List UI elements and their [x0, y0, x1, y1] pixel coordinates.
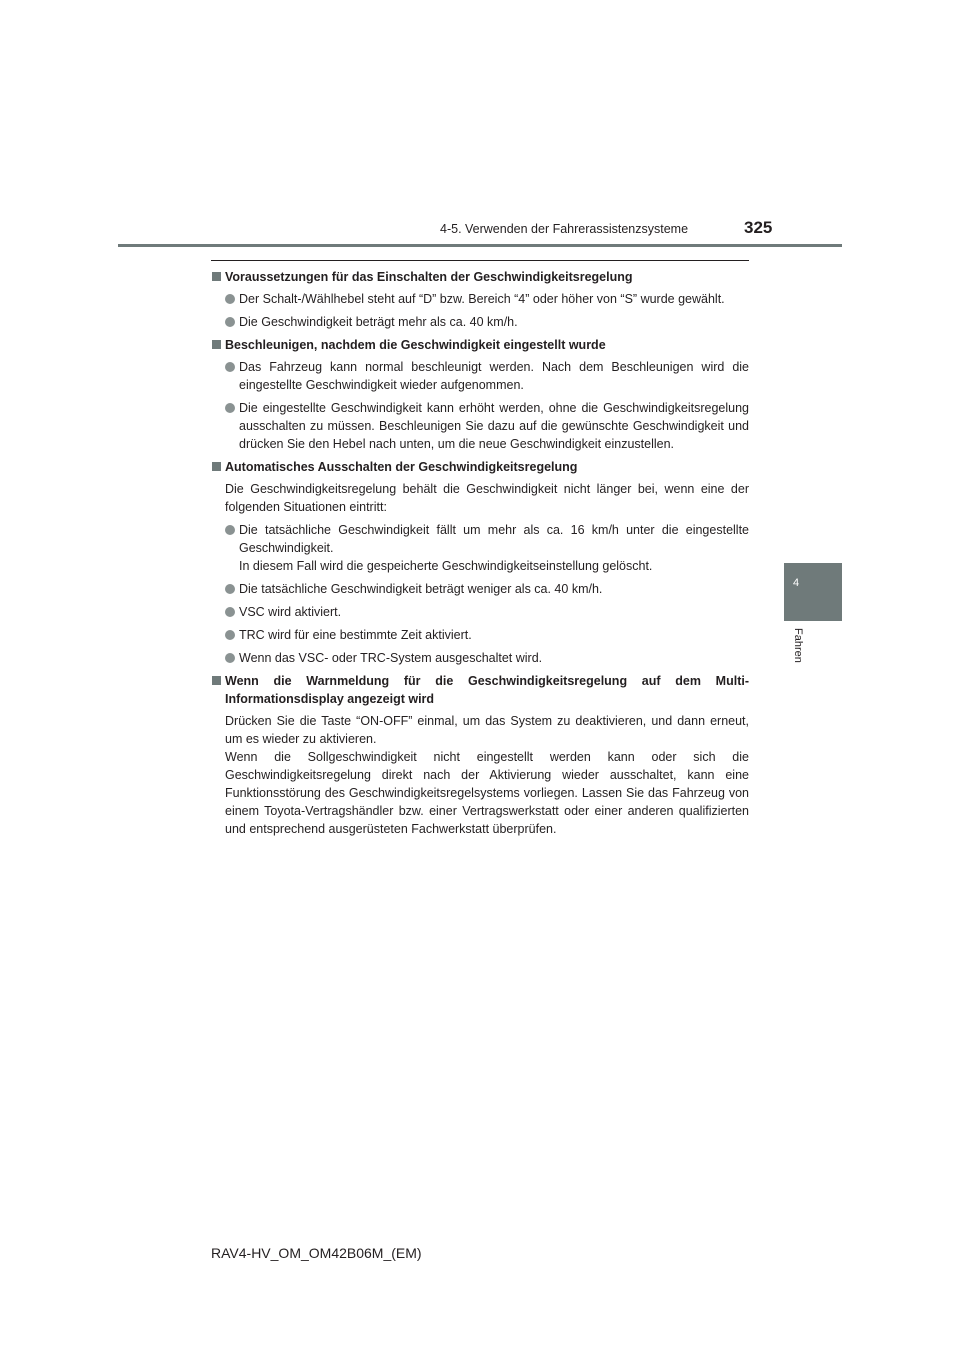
section-intro: Die Geschwindigkeitsregelung behält die Geschwindigkeit nicht länger bei, wenn eine der folgenden Situationen eintritt: — [225, 482, 749, 514]
circle-bullet-icon — [225, 317, 235, 327]
square-bullet-icon — [212, 272, 221, 281]
circle-bullet-icon — [225, 362, 235, 372]
circle-bullet-icon — [225, 607, 235, 617]
document-code-footer: RAV4-HV_OM_OM42B06M_(EM) — [211, 1245, 422, 1261]
circle-bullet-icon — [225, 525, 235, 535]
list-item: Die eingestellte Geschwindigkeit kann erhöht werden, ohne die Geschwindigkeitsregelung ausschalten zu müssen. Beschleunigen Sie dazu auf die gewünschte Geschwindigkeit und drücken Sie den Hebel nach unten, um die neue Geschwindigkeit einzustellen. — [211, 399, 749, 453]
list-item: Das Fahrzeug kann normal beschleunigt werden. Nach dem Beschleunigen wird die eingestellte Geschwindigkeit wieder aufgenommen. — [211, 358, 749, 394]
square-bullet-icon — [212, 676, 221, 685]
circle-bullet-icon — [225, 630, 235, 640]
list-item-note: In diesem Fall wird die gespeicherte Geschwindigkeitseinstellung gelöscht. — [239, 559, 653, 573]
section-heading: Voraussetzungen für das Einschalten der Geschwindigkeitsregelung — [211, 268, 749, 286]
list-item: Wenn das VSC- oder TRC-System ausgeschaltet wird. — [211, 649, 749, 667]
section-beschleunigen — [211, 336, 749, 453]
page-content — [211, 268, 749, 843]
list-item: TRC wird für eine bestimmte Zeit aktiviert. — [211, 626, 749, 644]
list-item: Die tatsächliche Geschwindigkeit fällt um mehr als ca. 16 km/h unter die eingestellte Geschwindigkeit. In diesem Fall wird die gespeicherte Geschwindigkeitseinstellung gelöscht. — [211, 521, 749, 575]
chapter-tab-label: Fahren — [792, 628, 804, 663]
section-heading: Beschleunigen, nachdem die Geschwindigkeit eingestellt wurde — [211, 336, 749, 354]
chapter-tab — [784, 563, 842, 621]
circle-bullet-icon — [225, 403, 235, 413]
header-rule — [118, 244, 842, 247]
list-item: Die Geschwindigkeit beträgt mehr als ca. 40 km/h. — [211, 313, 749, 331]
section-warnmeldung — [211, 672, 749, 838]
list-item: Der Schalt-/Wählhebel steht auf “D” bzw. Bereich “4” oder höher von “S” wurde gewählt. — [211, 290, 749, 308]
running-header-section: 4-5. Verwenden der Fahrerassistenzsysteme — [440, 222, 689, 236]
content-top-rule — [211, 260, 749, 261]
list-item: Die tatsächliche Geschwindigkeit beträgt weniger als ca. 40 km/h. — [211, 580, 749, 598]
page-number: 325 — [744, 218, 773, 237]
square-bullet-icon — [212, 462, 221, 471]
section-automatisches-ausschalten — [211, 458, 749, 667]
circle-bullet-icon — [225, 294, 235, 304]
circle-bullet-icon — [225, 653, 235, 663]
section-heading: Automatisches Ausschalten der Geschwindigkeitsregelung — [211, 458, 749, 476]
square-bullet-icon — [212, 340, 221, 349]
section-body: Drücken Sie die Taste “ON-OFF” einmal, um das System zu deaktivieren, und dann erneut, um es wieder zu aktivieren. Wenn die Sollgeschwindigkeit nicht eingestellt werden kann oder sich die Geschwindigkeitsregelung direkt nach der Aktivierung wieder ausschaltet, kann eine Funktionsstörung des Geschwindigkeitsregelsystems vorliegen. Lassen Sie das Fahrzeug von einem Toyota-Vertragshändler bzw. einer Vertragswerkstatt oder einer anderen qualifizierten und entsprechend ausgerüsteten Fachwerkstatt überprüfen. — [225, 714, 749, 836]
section-heading: Wenn die Warnmeldung für die Geschwindigkeitsregelung auf dem Multi-Informationsdisplay angezeigt wird — [211, 672, 749, 708]
section-voraussetzungen — [211, 268, 749, 331]
list-item: VSC wird aktiviert. — [211, 603, 749, 621]
circle-bullet-icon — [225, 584, 235, 594]
chapter-tab-number: 4 — [793, 577, 800, 589]
